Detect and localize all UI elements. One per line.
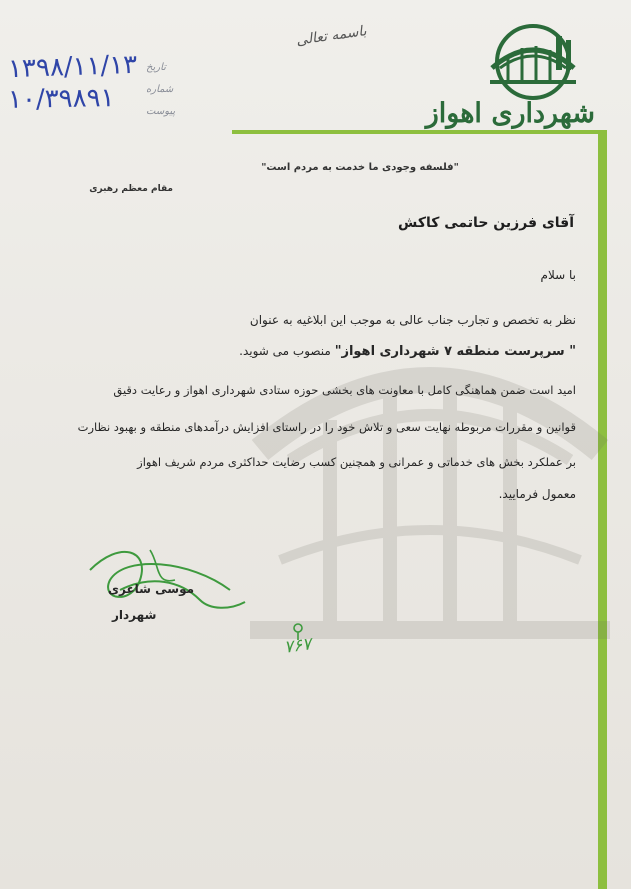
municipality-logo-icon [478,22,588,102]
motto: "فلسفه وجودی ما خدمت به مردم است" [261,162,459,173]
basmala: باسمه تعالی [295,23,368,49]
green-header-rule [232,130,602,134]
date-label: تاریخ [146,62,166,73]
green-handwritten-number: ۷۶۷ [282,634,313,658]
signatory-title: شهردار [112,608,157,622]
recipient-name: آقای فرزین حاتمی کاکش [398,215,574,231]
attachment-label: پیوست [146,106,176,117]
body-line-6: معمول فرمایید. [498,487,576,501]
number-label: شماره [146,84,174,95]
body-line-4: قوانین و مقررات مربوطه نهایت سعی و تلاش خود را در راستای افزایش درآمدهای منطقه و بهبود نظارت [77,420,576,434]
body-line-1: نظر به تخصص و تجارب جناب عالی به موجب این ابلاغیه به عنوان [249,313,576,327]
greeting: با سلام [540,268,576,282]
municipality-name: شهرداری اهواز [425,98,595,129]
body-line-2-tail: منصوب می شوید. [239,344,331,358]
signatory-name: موسی شاعری [108,582,195,596]
motto-attribution: مقام معظم رهبری [89,184,173,194]
body-line-2 [239,344,576,359]
body-line-3: امید است ضمن هماهنگی کامل با معاونت های بخشی حوزه ستادی شهرداری اهواز و رعایت دقیق [113,383,576,397]
appointment-title: " سرپرست منطقه ۷ شهرداری اهواز" [334,344,576,359]
handwritten-number: ۱۰/۳۹۸۹۱ [7,83,115,115]
handwritten-date: ۱۳۹۸/۱۱/۱۳ [7,49,138,85]
body-line-5: بر عملکرد بخش های خدماتی و عمرانی و همچنین کسب رضایت حداکثری مردم شریف اهواز [137,455,576,469]
